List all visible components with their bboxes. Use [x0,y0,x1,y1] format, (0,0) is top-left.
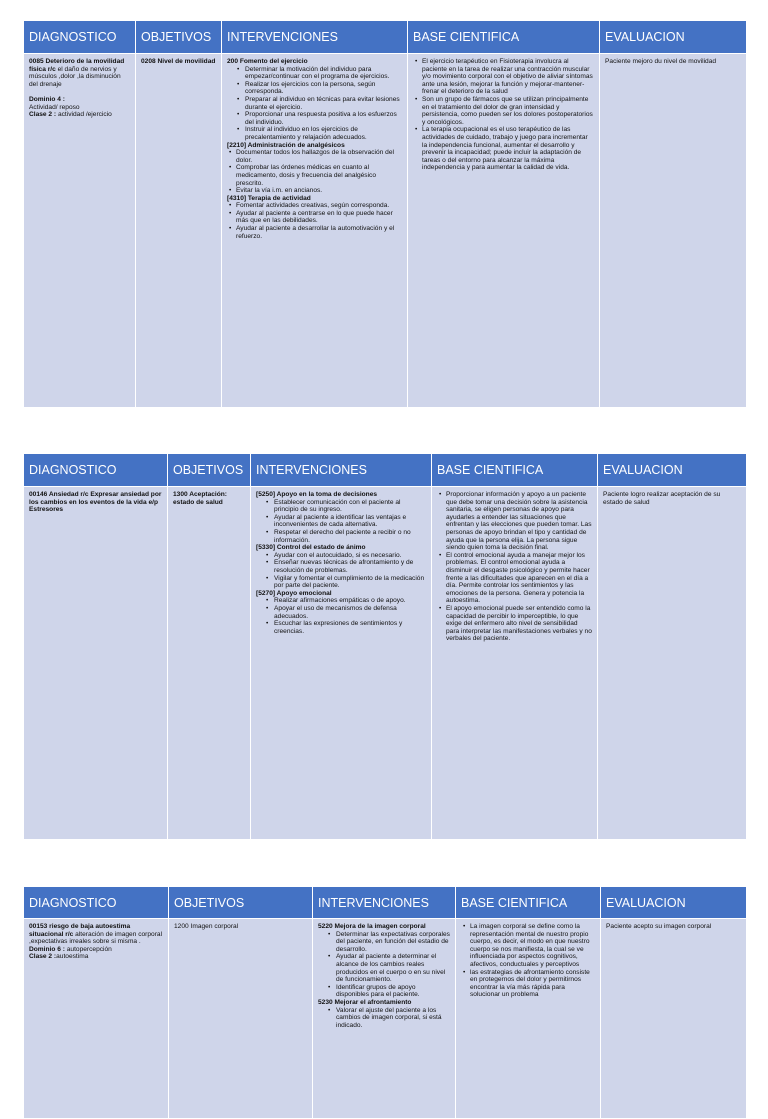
care-plan-table-1 [23,20,747,408]
list-item: • las estrategias de afrontamiento consiste en protegernos del dolor y permitirnos encontrar la vía más rápida para solucionar un problema [470,969,595,999]
intervention-heading: [4310] Terapia de actividad [227,194,311,202]
intervention-heading: [5330] Control del estado de ánimo [256,544,366,552]
list-item: • Escuchar las expresiones de sentimientos y creencias. [274,620,426,635]
header-base-cientifica: BASE CIENTIFICA [456,887,601,919]
header-base-cientifica: BASE CIENTIFICA [408,21,600,54]
intervention-heading: 200 Fomento del ejercicio [227,58,308,65]
intervention-heading: 5220 Mejora de la imagen corporal [318,923,426,930]
list-item: • Instruir al individuo en los ejercicios de precalentamiento y relajación adecuados. [245,126,402,141]
list-item: • La imagen corporal se define como la representación mental de nuestro propio cuerpo, es decir, el modo en que nuestro cuerpo se nos manifiesta, la cual se ve influenciada por aspectos cognitivos, afectivos, conductuales y perceptivos [470,923,595,969]
list-item: • Comprobar las órdenes médicas en cuanto al medicamento, dosis y frecuencia del analgésico prescrito. [236,164,402,187]
list-item: • Evitar la vía i.m. en ancianos. [236,187,402,195]
care-plan-table-3 [23,886,747,1119]
list-item: • Proporcionar una respuesta positiva a los esfuerzos del individuo. [245,111,402,126]
intervenciones-cell [222,54,408,408]
diagnosis-code: 0085 Deterioro de la movilidad física r/c [29,58,125,73]
list-item: • El apoyo emocional puede ser entendido como la capacidad de percibir lo imperceptible, lo que exige del enfermero alto nivel de sensibilidad para interpretar las manifestaciones verbales y no verbales del paciente. [446,605,592,643]
diagnostico-cell [24,919,169,1119]
intervention-heading: [2210] Administración de analgésicos [227,141,345,149]
header-intervenciones: INTERVENCIONES [222,21,408,54]
header-diagnostico: DIAGNOSTICO [24,887,169,919]
list-item: • Preparar al individuo en técnicas para evitar lesiones durante el ejercicio. [245,96,402,111]
list-item: • Establecer comunicación con el paciente al principio de su ingreso. [274,499,426,514]
evaluacion-cell: Paciente mejoro du nivel de movilidad [600,54,747,408]
list-item: • Identificar grupos de apoyo disponibles para el paciente. [336,984,450,999]
header-diagnostico: DIAGNOSTICO [24,21,136,54]
care-plan-table-2 [23,453,747,840]
intervention-list [227,66,402,142]
intervention-list [256,499,426,545]
evaluacion-cell: Paciente acepto su imagen corporal [601,919,747,1119]
diagnostico-cell: 00146 Ansiedad r/c Expresar ansiedad por los cambios en los eventos de la vida e/p Estresores [24,487,168,840]
list-item: • Proporcionar información y apoyo a un paciente que debe tomar una decisión sobre la asistencia sanitaria, se eligen personas de apoyo para ayudarles a entender las situaciones que enfrentan y las elecciones que pueden tomar. Las personas de apoyo brindan el tipo y cantidad de ayuda que la persona elija. La persona sigue siendo quien toma la decisión final. [446,491,592,552]
diagnosis-text: alteración de imagen corporal ,expectativas irreales sobre si misma . [29,930,163,946]
intervention-list [318,1007,450,1030]
base-cientifica-cell [432,487,598,840]
list-item: • La terapia ocupacional es el uso terapéutico de las actividades de cuidado, trabajo y juego para incrementar la independencia funcional, aumentar el desarrollo y prevenir la incapacidad; puede incluir la adaptación de tareas o del entorno para alcanzar la máxima independencia y para aumentar la calidad de vida. [422,126,594,172]
class-label: Clase 2 : [29,111,57,119]
list-item: • Enseñar nuevas técnicas de afrontamiento y de resolución de problemas. [274,559,426,574]
header-objetivos: OBJETIVOS [168,454,251,487]
intervenciones-cell [313,919,456,1119]
domain-label: Dominio 6 : [29,945,65,953]
list-item: • Documentar todos los hallazgos de la observación del dolor. [236,149,402,164]
base-list [437,491,592,643]
class-text: actividad /ejercicio [56,111,112,119]
list-item: • Valorar el ajuste del paciente a los cambios de imagen corporal, si está indicado. [336,1007,450,1030]
header-evaluacion: EVALUACION [601,887,747,919]
intervention-list [318,931,450,999]
base-cientifica-cell [408,54,600,408]
list-item: • Apoyar el uso de mecanismos de defensa adecuados. [274,605,426,620]
intervention-list [256,552,426,590]
class-text: autoestima [56,953,89,961]
domain-text: autopercepción [64,945,112,953]
list-item: • Respetar el derecho del paciente a recibir o no información. [274,529,426,544]
header-objetivos: OBJETIVOS [169,887,313,919]
evaluacion-cell: Paciente logro realizar aceptación de su estado de salud [598,487,747,840]
domain-text: Actividad/ reposo [29,103,80,111]
objetivos-cell: 1200 Imagen corporal [169,919,313,1119]
objetivos-cell: 1300 Aceptación: estado de salud [168,487,251,840]
intervention-list [227,149,402,195]
header-objetivos: OBJETIVOS [136,21,222,54]
list-item: • Ayudar con el autocuidado, si es necesario. [274,552,426,560]
header-intervenciones: INTERVENCIONES [313,887,456,919]
objetivos-cell: 0208 Nivel de movilidad [136,54,222,408]
list-item: • Realizar los ejercicios con la persona, según corresponda. [245,81,402,96]
diagnostico-cell [24,54,136,408]
list-item: • El control emocional ayuda a manejar mejor los problemas. El control emocional ayuda a disminuir el desgaste psicológico y permite hacer frente a las dificultades que aparecen en el día a día. Permite controlar los sentimientos y las emociones de la persona. Genera y potencia la autoestima. [446,552,592,605]
diagnosis-text: el daño de nervios y músculos ,dolor ,la disminución del drenaje [29,65,121,88]
base-list [461,923,595,999]
class-label: Clase 2 : [29,953,57,961]
list-item: • Vigilar y fomentar el cumplimiento de la medicación por parte del paciente. [274,575,426,590]
list-item: • Ayudar al paciente a desarrollar la automotivación y el refuerzo. [236,225,402,240]
diagnosis-code: 00153 riesgo de baja autoestima situacional r/c [29,923,131,938]
header-intervenciones: INTERVENCIONES [251,454,432,487]
header-evaluacion: EVALUACION [600,21,747,54]
intervenciones-cell [251,487,432,840]
list-item: • Ayudar al paciente a centrarse en lo que puede hacer más que en las debilidades. [236,210,402,225]
header-base-cientifica: BASE CIENTIFICA [432,454,598,487]
list-item: • El ejercicio terapéutico en Fisioterapia involucra al paciente en la tarea de realizar una contracción muscular y/o movimiento corporal con el objetivo de aliviar síntomas ante una lesión, mejorar la función y mejorar-mantener-frenar el deterioro de la salud [422,58,594,96]
domain-label: Dominio 4 : [29,95,65,103]
intervention-list [227,202,402,240]
list-item: • Realizar afirmaciones empáticas o de apoyo. [274,597,426,605]
intervention-heading: 5230 Mejorar el afrontamiento [318,998,412,1006]
base-cientifica-cell [456,919,601,1119]
list-item: • Ayudar al paciente a identificar las ventajas e inconvenientes de cada alternativa. [274,514,426,529]
list-item: • Determinar la motivación del individuo para empezar/continuar con el programa de ejercicios. [245,66,402,81]
header-diagnostico: DIAGNOSTICO [24,454,168,487]
intervention-heading: [5270] Apoyo emocional [256,589,332,597]
header-evaluacion: EVALUACION [598,454,747,487]
list-item: • Determinar las expectativas corporales del paciente, en función del estadio de desarrollo. [336,931,450,954]
intervention-heading: [5250] Apoyo en la toma de decisiones [256,491,378,498]
list-item: • Fomentar actividades creativas, según corresponda. [236,202,402,210]
intervention-list [256,597,426,635]
list-item: • Son un grupo de fármacos que se utilizan principalmente en el tratamiento del dolor de gran intensidad y persistencia, como pueden ser los dolores postoperatorios y oncológicos. [422,96,594,126]
base-list [413,58,594,172]
list-item: • Ayudar al paciente a determinar el alcance de los cambios reales producidos en el cuerpo o en su nivel de funcionamiento. [336,953,450,983]
